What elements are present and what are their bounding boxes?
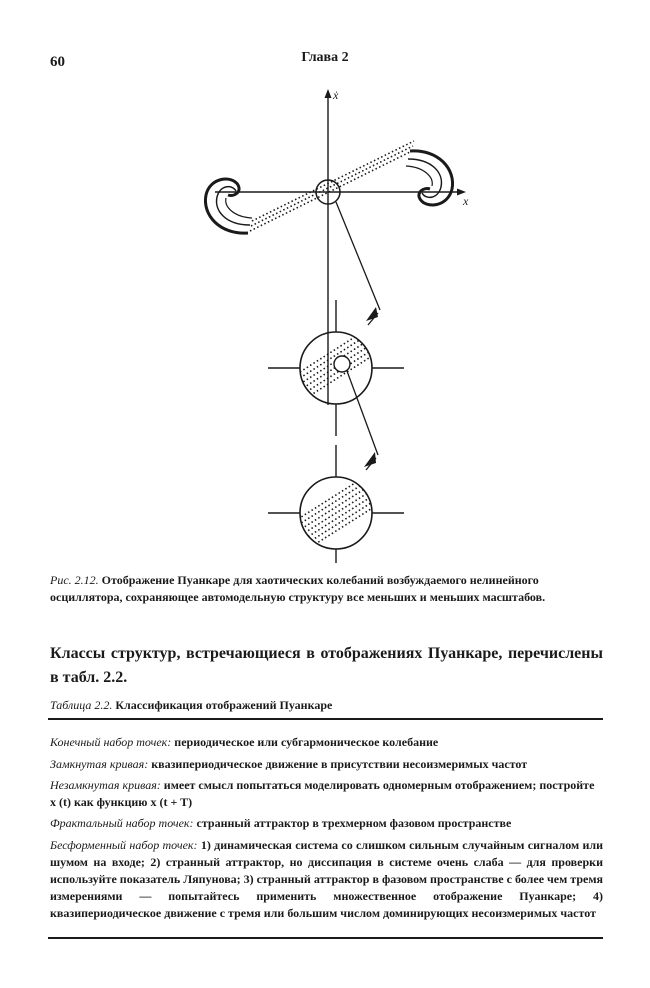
y-axis-arrow: [325, 89, 332, 98]
table-row: [50, 734, 603, 751]
inner-zoom-circle: [334, 356, 350, 372]
poincare-figure: [190, 85, 490, 565]
table-row: [50, 837, 603, 922]
table-row-text: странный аттрактор в трехмерном фазовом пространстве: [196, 816, 512, 830]
figure-caption-text: Отображение Пуанкаре для хаотических колебаний возбуждаемого нелинейного осциллятора, сохраняющее автомодельную структуру все меньших и меньших масштабов.: [50, 573, 546, 604]
table-row-term: Конечный набор точек:: [50, 735, 172, 749]
table-row-text: имеет смысл попытаться моделировать одномерным отображением; постройте x (t) как функцию x (t + T): [50, 778, 595, 809]
figure-caption: [50, 572, 595, 606]
page-number: 60: [50, 54, 65, 70]
zoom-pointer-1-arrow: [366, 307, 378, 321]
table-caption: [50, 698, 332, 713]
magnified-view-1: [268, 300, 404, 436]
table-top-rule: [48, 718, 603, 720]
table-row-text: периодическое или субгармоническое колебание: [174, 735, 439, 749]
table-row: [50, 777, 603, 811]
left-hook-attractor: [205, 179, 252, 233]
table-row: [50, 815, 603, 832]
table-caption-title: Классификация отображений Пуанкаре: [115, 698, 333, 712]
chapter-title: Глава 2: [301, 50, 349, 65]
table-row-term: Фрактальный набор точек:: [50, 816, 194, 830]
right-hook-attractor: [406, 151, 453, 205]
body-paragraph: Классы структур, встречающиеся в отображениях Пуанкаре, перечислены в табл. 2.2.: [50, 645, 603, 686]
diagonal-point-band: [250, 141, 414, 231]
table-bottom-rule: [48, 937, 603, 939]
table-row-text: квазипериодическое движение в присутствии несоизмеримых частот: [151, 757, 528, 771]
table-row-term: Бесформенный набор точек:: [50, 838, 198, 852]
table-row-term: Незамкнутая кривая:: [50, 778, 161, 792]
table-row: [50, 756, 603, 773]
table-caption-label: Таблица 2.2.: [50, 698, 113, 712]
zoom-pointer-1: [336, 202, 380, 310]
y-axis-label: ẋ: [333, 88, 339, 102]
x-axis-label: x: [463, 194, 469, 208]
magnified-view-2: [268, 445, 404, 563]
table-row-term: Замкнутая кривая:: [50, 757, 149, 771]
table-row-text: 1) динамическая система со слишком сильным случайным сигналом или шумом на входе; 2) странный аттрактор, но диссипация в системе очень слаба — для проверки используйте показатель Ляпунова; 3) странный аттрактор в фазовом пространстве с более чем тремя измерениями — попытайтесь применить множественное отображение Пуанкаре; 4) квазипериодическое движение с тремя или большим числом доминирующих несоизмеримых частот: [50, 838, 604, 920]
zoom-pointer-2: [347, 371, 378, 455]
figure-caption-label: Рис. 2.12.: [50, 573, 99, 587]
